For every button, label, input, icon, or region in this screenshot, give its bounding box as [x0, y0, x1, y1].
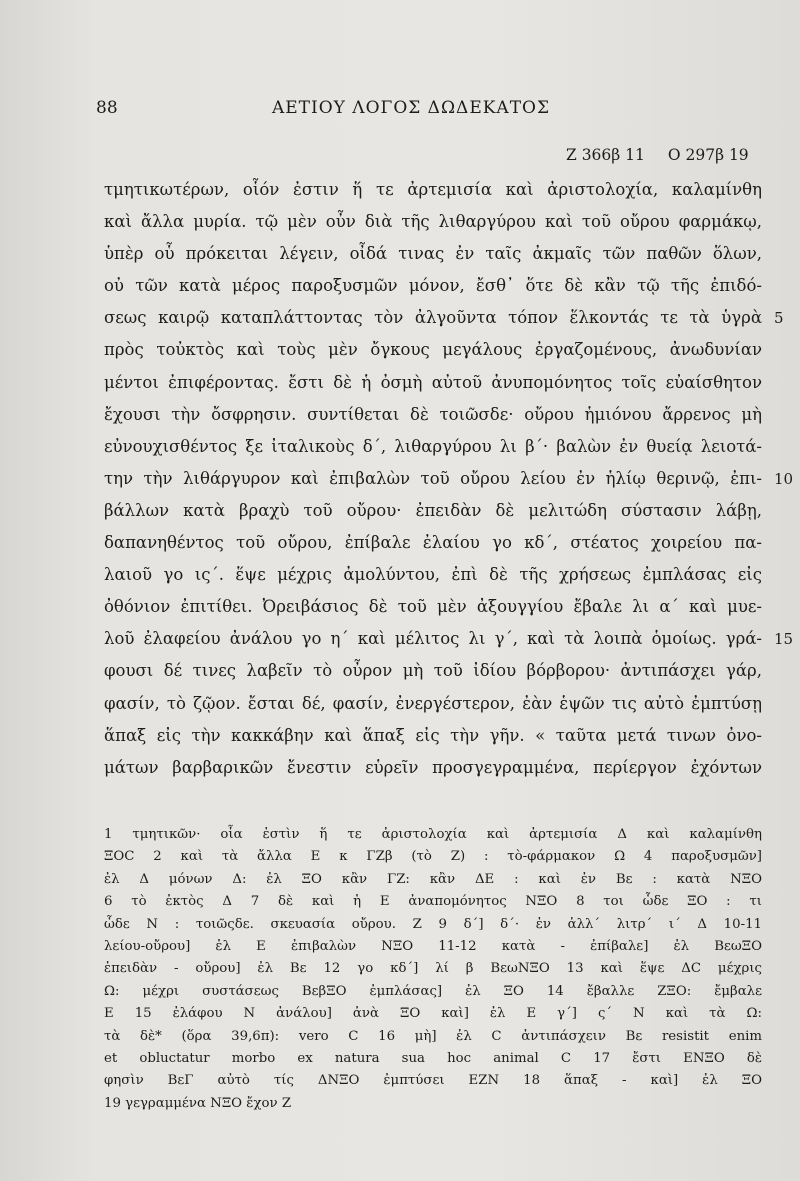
- apparatus-line: τὰ δὲ* (ὅρα 39,6π): vero C 16 μὴ] ἐλ C ἀντιπάσχειν Βε resistit enim: [104, 1028, 762, 1044]
- line-text: πρὸς τοὐκτὸς καὶ τοὺς μὲν ὄγκους μεγάλους ἐργαζομένους, ἀνωδυνίαν: [104, 340, 762, 360]
- main-text: [104, 174, 794, 784]
- siglum: O 297β 19: [667, 146, 749, 164]
- manuscript-sigla: [566, 146, 767, 164]
- line-text: λοῦ ἐλαφείου ἀνάλου γο η΄ καὶ μέλιτος λι γ΄, καὶ τὰ λοιπὰ ὁμοίως. γρά-: [104, 629, 762, 649]
- line-text: την τὴν λιθάργυρον καὶ ἐπιβαλὼν τοῦ οὔρου λείου ἐν ἡλίῳ θερινῷ, ἐπι-: [104, 468, 762, 488]
- text-line: [104, 559, 762, 591]
- apparatus-line: φησὶν ΒεΓ αὐτὸ τίς ΔΝΞΟ ἐμπτύσει ΕΖΝ 18 ἅπαξ - καὶ] ἐλ ΞΟ: [104, 1073, 762, 1089]
- text-line: [104, 655, 762, 687]
- line-number: 10: [774, 469, 794, 488]
- apparatus-line: ἐλ Δ μόνων Δ: ἐλ ΞΟ κἂν ΓΖ: κἂν ΔΕ : καὶ ἐν Βε : κατὰ ΝΞΟ: [104, 871, 762, 887]
- line-text: ὀθόνιον ἐπιτίθει. Ὀρειβάσιος δὲ τοῦ μὲν ἀξουγγίου ἔβαλε λι α΄ καὶ μυε-: [104, 597, 762, 617]
- text-line: [104, 463, 794, 495]
- text-line: [104, 623, 794, 655]
- page-number: 88: [96, 98, 118, 118]
- line-text: φουσι δέ τινες λαβεῖν τὸ οὖρον μὴ τοῦ ἰδίου βόρβορου· ἀντιπάσχει γάρ,: [104, 661, 762, 681]
- line-text: καὶ ἄλλα μυρία. τῷ μὲν οὖν διὰ τῆς λιθαργύρου καὶ τοῦ οὔρου φαρμάκῳ,: [104, 212, 762, 232]
- text-line: [104, 431, 762, 463]
- line-text: ἅπαξ εἰς τὴν κακκάβην καὶ ἅπαξ εἰς τὴν γῆν. « ταῦτα μετά τινων ὀνο-: [104, 725, 762, 745]
- apparatus-line: ΞΟC 2 καὶ τὰ ἄλλα Ε κ ΓΖβ (τὸ Ζ) : τὸ-φάρμακον Ω 4 παροξυσμῶν]: [104, 849, 762, 865]
- apparatus-line: 6 τὸ ἐκτὸς Δ 7 δὲ καὶ ἡ Ε ἀναπομόνητος ΝΞΟ 8 τοι ὧδε ΞΟ : τι: [104, 894, 762, 910]
- line-text: εὐνουχισθέντος ξε ἰταλικοὺς δ΄, λιθαργύρου λι β΄· βαλὼν ἐν θυείᾳ λειοτά-: [104, 436, 762, 456]
- line-text: φασίν, τὸ ζῷον. ἔσται δέ, φασίν, ἐνεργέστερον, ἐὰν ἑψῶν τις αὐτὸ ἐμπτύσῃ: [104, 693, 762, 713]
- text-line: [104, 334, 762, 366]
- line-text: ὑπὲρ οὗ πρόκειται λέγειν, οἶδά τινας ἐν ταῖς ἀκμαῖς τῶν παθῶν ὅλων,: [104, 244, 762, 264]
- text-line: [104, 206, 762, 238]
- apparatus-line: 1 τμητικῶν· οἷα ἐστὶν ἥ τε ἀριστολοχία καὶ ἀρτεμισία Δ καὶ καλαμίνθη: [104, 827, 762, 842]
- line-number: 15: [774, 630, 794, 649]
- line-text: οὐ τῶν κατὰ μέρος παροξυσμῶν μόνον, ἔσθ᾽ ὅτε δὲ κἂν τῷ τῆς ἐπιδό-: [104, 276, 762, 296]
- line-text: μέντοι ἐπιφέροντας. ἔστι δὲ ἡ ὀσμὴ αὐτοῦ ἀνυπομόνητος τοῖς εὐαίσθητον: [104, 372, 762, 392]
- apparatus-line: ὧδε Ν : τοιῶςδε. σκευασία οὔρου. Ζ 9 δ΄] δ΄· ἐν ἀλλ΄ λιτρ΄ ι΄ Δ 10-11: [104, 916, 762, 932]
- text-line: [104, 720, 762, 752]
- text-line: [104, 399, 762, 431]
- text-line: [104, 238, 762, 270]
- line-text: δαπανηθέντος τοῦ οὔρου, ἐπίβαλε ἐλαίου γο κδ΄, στέατος χοιρείου πα-: [104, 533, 762, 553]
- critical-apparatus: [104, 824, 762, 1115]
- text-line: [104, 174, 762, 206]
- line-text: τμητικωτέρων, οἷόν ἐστιν ἥ τε ἀρτεμισία καὶ ἀριστολοχία, καλαμίνθη: [104, 180, 762, 199]
- line-text: βάλλων κατὰ βραχὺ τοῦ οὔρου· ἐπειδὰν δὲ μελιτώδη σύστασιν λάβῃ,: [104, 500, 762, 520]
- line-text: μάτων βαρβαρικῶν ἔνεστιν εὑρεῖν προσγεγραμμένα, περίεργον ἐχόντων: [104, 757, 762, 777]
- line-text: ἔχουσι τὴν ὄσφρησιν. συντίθεται δὲ τοιῶσδε· οὔρου ἡμιόνου ἄρρενος μὴ: [104, 404, 762, 424]
- text-line: [104, 527, 762, 559]
- running-head: ΑΕΤΙΟΥ ΛΟΓΟΣ ΔΩΔΕΚΑΤΟΣ: [272, 98, 551, 118]
- text-line: [104, 688, 762, 720]
- apparatus-line: ἐπειδὰν - οὔρου] ἐλ Βε 12 γο κδ΄] λί β ΒεωΝΞΟ 13 καὶ ἕψε ΔC μέχρις: [104, 961, 762, 977]
- siglum: Z 366β 11: [566, 146, 645, 164]
- line-text: λαιοῦ γο ις΄. ἕψε μέχρις ἀμολύντου, ἐπὶ δὲ τῆς χρήσεως ἐμπλάσας εἰς: [104, 565, 762, 585]
- line-number: 5: [774, 309, 784, 328]
- apparatus-line: Ε 15 ἐλάφου Ν ἀνάλου] ἀνὰ ΞΟ καὶ] ἐλ Ε γ΄] ς΄ Ν καὶ τὰ Ω:: [104, 1006, 762, 1022]
- page-header: [96, 98, 760, 128]
- apparatus-line: Ω: μέχρι συστάσεως ΒεβΞΟ ἐμπλάσας] ἐλ ΞΟ 14 ἔβαλλε ΖΞΟ: ἔμβαλε: [104, 983, 762, 999]
- text-line: [104, 270, 762, 302]
- apparatus-line: 19 γεγραμμένα ΝΞΟ ἔχον Ζ: [104, 1095, 292, 1111]
- apparatus-line: λείου-οὔρου] ἐλ Ε ἐπιβαλὼν ΝΞΟ 11-12 κατὰ - ἐπίβαλε] ἐλ ΒεωΞΟ: [104, 938, 762, 954]
- text-line: [104, 495, 762, 527]
- line-text: σεως καιρῷ καταπλάττοντας τὸν ἀλγοῦντα τόπον ἕλκοντάς τε τὰ ὑγρὰ: [104, 308, 762, 328]
- text-line: [104, 591, 762, 623]
- text-line: [104, 752, 762, 784]
- apparatus-line: et obluctatur morbo ex natura sua hoc animal C 17 ἔστι ΕΝΞΟ δὲ: [104, 1050, 762, 1066]
- text-line: [104, 302, 784, 334]
- text-line: [104, 367, 762, 399]
